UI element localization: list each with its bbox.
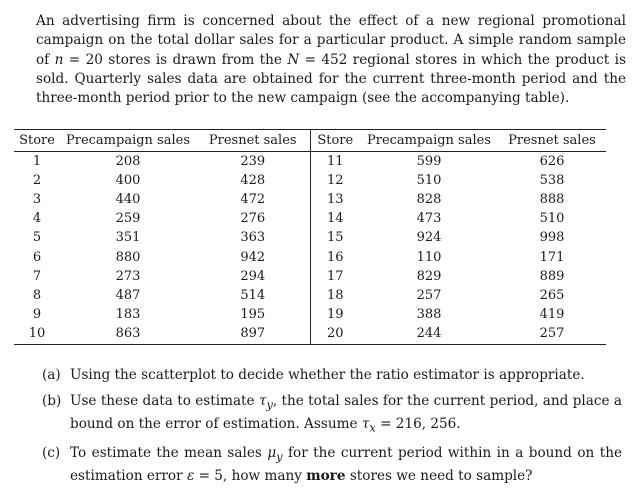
cell-store: 5: [32, 230, 42, 246]
cell-presnet-sales: 294: [240, 268, 266, 284]
table-row: [14, 248, 606, 267]
intro-text-2: = 20 stores is drawn from the: [63, 51, 288, 68]
cell-precampaign-sales: 599: [416, 153, 442, 169]
cell-presnet-sales: 942: [240, 249, 266, 265]
table-row: [14, 229, 606, 248]
table-header-row: [14, 130, 606, 152]
problem-statement: [36, 12, 626, 108]
cell-store: 15: [310, 229, 360, 248]
question-text: = 216, 256.: [375, 415, 461, 432]
tau-symbol: τ: [258, 392, 267, 409]
table-row: [14, 210, 606, 229]
table-row: [14, 286, 606, 305]
question-a: [42, 366, 622, 386]
question-b: [42, 392, 622, 438]
cell-presnet-sales: 265: [539, 287, 565, 303]
question-label: (b): [42, 392, 62, 409]
table-row: [14, 190, 606, 209]
cell-precampaign-sales: 487: [115, 287, 141, 303]
cell-presnet-sales: 363: [240, 230, 266, 246]
question-list: [42, 366, 622, 493]
cell-presnet-sales: 897: [240, 326, 266, 342]
cell-store: 11: [310, 152, 360, 172]
cell-presnet-sales: 998: [539, 230, 565, 246]
header-precampaign-sales: Precampaign sales: [65, 132, 190, 148]
cell-presnet-sales: 626: [539, 153, 565, 169]
cell-store: 7: [32, 268, 42, 284]
cell-precampaign-sales: 829: [416, 268, 442, 284]
question-label: (a): [42, 367, 61, 383]
cell-presnet-sales: 472: [240, 191, 266, 207]
cell-presnet-sales: 195: [240, 307, 266, 323]
mu-symbol: μ: [267, 444, 277, 461]
subscript-x: x: [369, 420, 376, 435]
cell-precampaign-sales: 400: [115, 172, 141, 188]
cell-store: 6: [32, 249, 42, 265]
cell-precampaign-sales: 273: [115, 268, 141, 284]
cell-presnet-sales: 428: [240, 172, 266, 188]
question-text: stores we need to sample?: [345, 468, 533, 485]
cell-store: 19: [310, 306, 360, 325]
cell-presnet-sales: 257: [539, 326, 565, 342]
cell-precampaign-sales: 880: [115, 249, 141, 265]
tau-symbol: τ: [361, 415, 370, 432]
question-c: [42, 444, 622, 487]
cell-precampaign-sales: 183: [115, 307, 141, 323]
cell-precampaign-sales: 510: [416, 172, 442, 188]
cell-store: 16: [310, 248, 360, 267]
cell-precampaign-sales: 863: [115, 326, 141, 342]
sales-data-table: [14, 129, 606, 345]
cell-presnet-sales: 510: [539, 211, 565, 227]
question-text: for the current period within in a bound on the estimation error: [70, 444, 622, 485]
n-variable: n: [54, 51, 64, 68]
cell-precampaign-sales: 351: [115, 230, 141, 246]
epsilon-symbol: ε: [186, 468, 195, 485]
cell-store: 17: [310, 267, 360, 286]
table-row: [14, 152, 606, 172]
cell-store: 3: [32, 191, 42, 207]
question-text: Using the scatterplot to decide whether the ratio estimator is appropriate.: [70, 367, 585, 383]
cell-store: 12: [310, 171, 360, 190]
header-store: Store: [310, 130, 360, 152]
cell-presnet-sales: 538: [539, 172, 565, 188]
cell-store: 14: [310, 210, 360, 229]
cell-store: 4: [32, 211, 42, 227]
cell-store: 9: [32, 307, 42, 323]
cell-precampaign-sales: 828: [416, 191, 442, 207]
cell-store: 8: [32, 287, 42, 303]
cell-presnet-sales: 171: [539, 249, 565, 265]
cell-precampaign-sales: 440: [115, 191, 141, 207]
header-presnet-sales: Presnet sales: [508, 132, 596, 148]
cell-precampaign-sales: 208: [115, 153, 141, 169]
cell-presnet-sales: 419: [539, 307, 565, 323]
subscript-y: y: [266, 397, 273, 412]
cell-precampaign-sales: 259: [115, 211, 141, 227]
cell-presnet-sales: 889: [539, 268, 565, 284]
table-row: [14, 267, 606, 286]
table-row: [14, 325, 606, 345]
cell-precampaign-sales: 924: [416, 230, 442, 246]
header-precampaign-sales: Precampaign sales: [366, 132, 491, 148]
emphasis-more: more: [306, 468, 346, 485]
cell-precampaign-sales: 110: [416, 249, 442, 265]
cell-presnet-sales: 514: [240, 287, 266, 303]
cell-store: 20: [310, 325, 360, 345]
intro-text-3: = 452 regional stores in which the product is sold. Quarterly sales data are obtained for the current three-month period and the three-month period prior to the new campaign (see the accompanying table).: [36, 51, 626, 107]
cell-store: 2: [32, 172, 42, 188]
cell-presnet-sales: 888: [539, 191, 565, 207]
cell-precampaign-sales: 388: [416, 307, 442, 323]
question-text: = 5, how many: [194, 468, 307, 485]
cell-precampaign-sales: 244: [416, 326, 442, 342]
header-store: Store: [19, 132, 55, 148]
header-presnet-sales: Presnet sales: [208, 132, 297, 148]
table-row: [14, 306, 606, 325]
cell-presnet-sales: 276: [240, 211, 266, 227]
cell-store: 18: [310, 286, 360, 305]
cell-presnet-sales: 239: [240, 153, 266, 169]
subscript-y: y: [276, 449, 283, 464]
table-row: [14, 171, 606, 190]
question-text: Use these data to estimate: [70, 392, 259, 409]
question-text: To estimate the mean sales: [70, 444, 268, 461]
cell-store: 13: [310, 190, 360, 209]
cell-precampaign-sales: 257: [416, 287, 442, 303]
cell-precampaign-sales: 473: [416, 211, 442, 227]
intro-text-1: An advertising firm is concerned about the effect of a new regional promotional campaign on the total dollar sales for a particular product. A simple random sample of: [36, 13, 626, 68]
cell-store: 10: [28, 326, 46, 342]
cell-store: 1: [32, 153, 42, 169]
question-label: (c): [42, 444, 61, 461]
question-text: , the total sales for the current period, and place a bound on the error of estimation. Assume: [70, 392, 622, 432]
N-variable: N: [287, 51, 300, 68]
